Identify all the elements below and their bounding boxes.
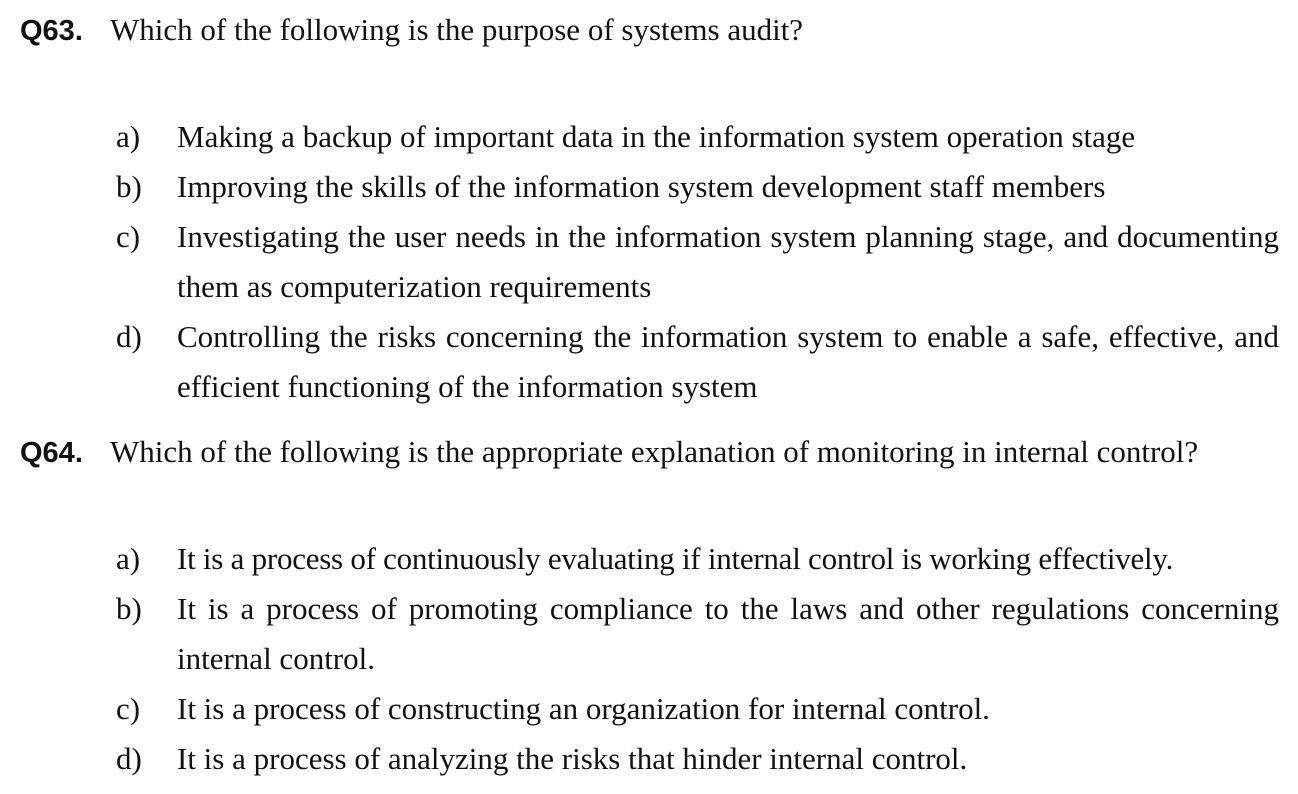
option-text: It is a process of continuously evaluating if internal control is working effectively. — [177, 541, 1174, 576]
option-label: b) — [116, 591, 142, 626]
option-text: Investigating the user needs in the information system planning stage, and documenting them as computerization requirements — [177, 219, 1279, 304]
option-a — [116, 534, 1282, 584]
option-list — [20, 534, 1282, 784]
option-text: It is a process of promoting compliance to the laws and other regulations concerning internal control. — [177, 591, 1279, 676]
option-text: Improving the skills of the information system development staff members — [177, 169, 1106, 204]
option-c — [116, 212, 1282, 312]
option-b — [116, 162, 1282, 212]
option-text: It is a process of analyzing the risks that hinder internal control. — [177, 741, 968, 776]
option-text: Controlling the risks concerning the information system to enable a safe, effective, and efficient functioning of the information system — [177, 319, 1279, 404]
option-label: d) — [116, 741, 142, 776]
question-header — [20, 12, 1282, 62]
question-text: Which of the following is the appropriate explanation of monitoring in internal control? — [110, 434, 1199, 469]
option-c — [116, 684, 1282, 734]
option-text: It is a process of constructing an organization for internal control. — [177, 691, 990, 726]
question-number: Q64. — [20, 437, 83, 469]
question-q64 — [20, 434, 1282, 784]
option-label: c) — [116, 219, 141, 254]
option-label: a) — [116, 541, 141, 576]
option-d — [116, 734, 1282, 784]
option-d — [116, 312, 1282, 412]
option-b — [116, 584, 1282, 684]
option-label: d) — [116, 319, 142, 354]
option-label: b) — [116, 169, 142, 204]
question-q63 — [20, 12, 1282, 412]
question-number: Q63. — [20, 15, 83, 47]
option-label: c) — [116, 691, 141, 726]
question-text: Which of the following is the purpose of systems audit? — [110, 12, 804, 47]
option-text: Making a backup of important data in the information system operation stage — [177, 119, 1136, 154]
option-a — [116, 112, 1282, 162]
option-label: a) — [116, 119, 141, 154]
question-header — [20, 434, 1282, 484]
option-list — [20, 112, 1282, 412]
